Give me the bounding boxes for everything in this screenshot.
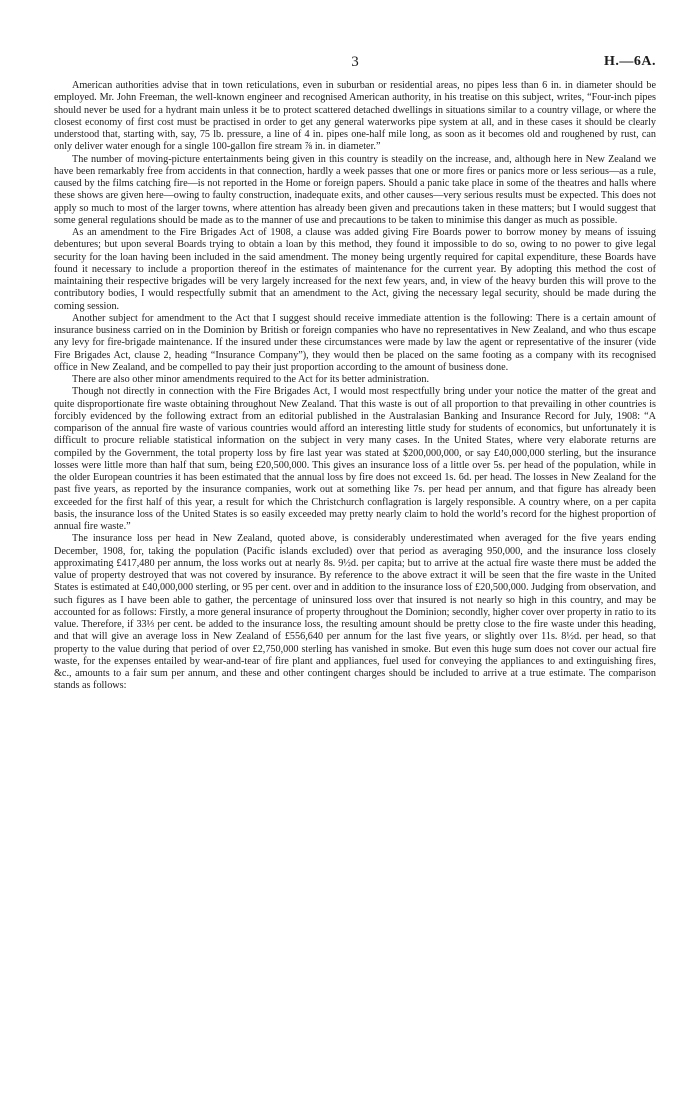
- paragraph-moving-pictures: The number of moving-picture entertainments being given in this country is steadily on the increase, and, although here in New Zealand we have been remarkably free from accidents in that connection, hardly a week passes that one or more fires or panics more or less serious—as a rule, caused by the films catching fire—is not reported in the Home or foreign papers. Should a panic take place in some of the theatres and halls where these shows are given here—owing to faulty construction, inadequate exits, and other causes—very serious results must be expected. This does not apply so much to most of the larger towns, where attention has already been given and precautions taken in these matters; but I would suggest that some general regulations should be made as to the manner of use and precautions to be taken to minimise this danger as much as possible.: [54, 153, 656, 226]
- page-header: [54, 54, 656, 80]
- paragraph-minor-amendments: There are also other minor amendments required to the Act for its better administration.: [72, 374, 430, 385]
- paragraph-fire-waste: Though not directly in connection with the Fire Brigades Act, I would most respectfully bring under your notice the matter of the great and quite disproportionate fire waste obtaining throughout New Zealand. That this waste is out of all proportion to that prevailing in other countries is forcibly evidenced by the following extract from an editorial published in the Australasian Banking and Insurance Record for July, 1908: “A comparison of the annual fire waste of various countries would afford an interesting little study for students of economics, but unfortunately it is difficult to procure reliable statistical information on the subject in very many cases. In the United States, where very elaborate returns are compiled by the Government, the total property loss by fire last year was stated at $200,000,000, or say £40,000,000 sterling, but the insurance losses were little more than half that sum, being £20,500,000. This gives an insurance loss of a little over 5s. per head of the population, while in the older European countries it has been estimated that the annual loss by fire does not exceed 1s. 6d. per head. The losses in New Zealand for the past five years, as reported by the insurance companies, work out at something like 7s. per head per annum, and that figure has already been exceeded for the first half of this year, a result for which the Christchurch conflagration is largely responsible. A country where, on a per capita basis, the insurance loss of the United States is so easily exceeded may pretty nearly claim to hold the world’s record for the highest proportion of annual fire waste.”: [54, 386, 656, 532]
- body-text: [54, 80, 656, 693]
- paragraph-foreign-insurance: Another subject for amendment to the Act that I suggest should receive immediate attention is the following: There is a certain amount of insurance business carried on in the Dominion by British or foreign companies who have no representatives in New Zealand, and who thus escape any levy for fire-brigade maintenance. If the insured under these circumstances were made by law the agent or representative of the insurer (vide Fire Brigades Act, clause 2, heading “Insurance Company”), they would then be placed on the same footing as a company with its recognised office in New Zealand, and be compelled to pay their just proportion according to the amount of business done.: [54, 312, 656, 373]
- paragraph-debentures: As an amendment to the Fire Brigades Act of 1908, a clause was added giving Fire Boards power to borrow money by means of issuing debentures; but upon several Boards trying to obtain a loan by this method, they found it impossible to do so, owing to no power to give legal security for the loan having been included in the said amendment. The money being urgently required for capital expenditure, these Boards have found it necessary to include a proportion thereof in the estimates of maintenance for the current year. By adopting this method the cost of maintaining their respective brigades will be very largely increased for the next few years, and, in view of the heavy burden this will prove to the contributory bodies, I would respectfully submit that an amendment to the Act, giving the necessary legal security, should be made during the coming session.: [54, 227, 656, 312]
- paragraph-insurance-loss: The insurance loss per head in New Zealand, quoted above, is considerably underestimated when averaged for the five years ending December, 1908, for, taking the population (Pacific islands excluded) over that period as averaging 950,000, and the insurance loss closely approximating £417,480 per annum, the loss works out at nearly 8s. 9½d. per capita; but to arrive at the actual fire waste there must be added the value of property destroyed that was not covered by insurance. By reference to the above extract it will be seen that the fire waste in the United States is estimated at £40,000,000 sterling, or 95 per cent. over and in addition to the insurance loss of £20,500,000. Judging from observation, and such figures as I have been able to gather, the percentage of uninsured loss over that insured is not nearly so high in this country, and may be accounted for as follows: Firstly, a more general insurance of property throughout the Dominion; secondly, higher cover over property in ratio to its value. Therefore, if 33⅓ per cent. be added to the insurance loss, the resulting amount should be pretty close to the fire waste under this heading, and that will give an average loss in New Zealand of £556,640 per annum for the last five years, or slightly over 11s. 8½d. per head, so that property to the value during that period of over £2,750,000 sterling has vanished in smoke. But even this huge sum does not cover our actual fire waste, for the expenses entailed by wear-and-tear of fire plant and appliances, fuel used for conveying the appliances to and extinguishing fires, &c., amounts to a fair sum per annum, and these and other contingent charges should be included to arrive at a true estimate. The comparison stands as follows:: [54, 533, 656, 692]
- paragraph-water-mains: American authorities advise that in town reticulations, even in suburban or residential areas, no pipes less than 6 in. in diameter should be employed. Mr. John Freeman, the well-known engineer and recognised American authority, in his treatise on this subject, writes, “Four-inch pipes should never be used for a hydrant main unless it be to protect scattered detached dwellings in situations similar to a country village, or where the closest economy of first cost must be practised in order to get any general waterworks pipe system at all, and in these cases it should be clearly understood that, starting with, say, 75 lb. pressure, a line of 4 in. pipes one-half mile long, as soon as it becomes old and roughened by rust, can only deliver water enough for a single 100-gallon fire stream ⅞ in. in diameter.”: [54, 80, 656, 153]
- page-number: 3: [351, 54, 359, 70]
- document-reference: H.—6A.: [604, 54, 656, 69]
